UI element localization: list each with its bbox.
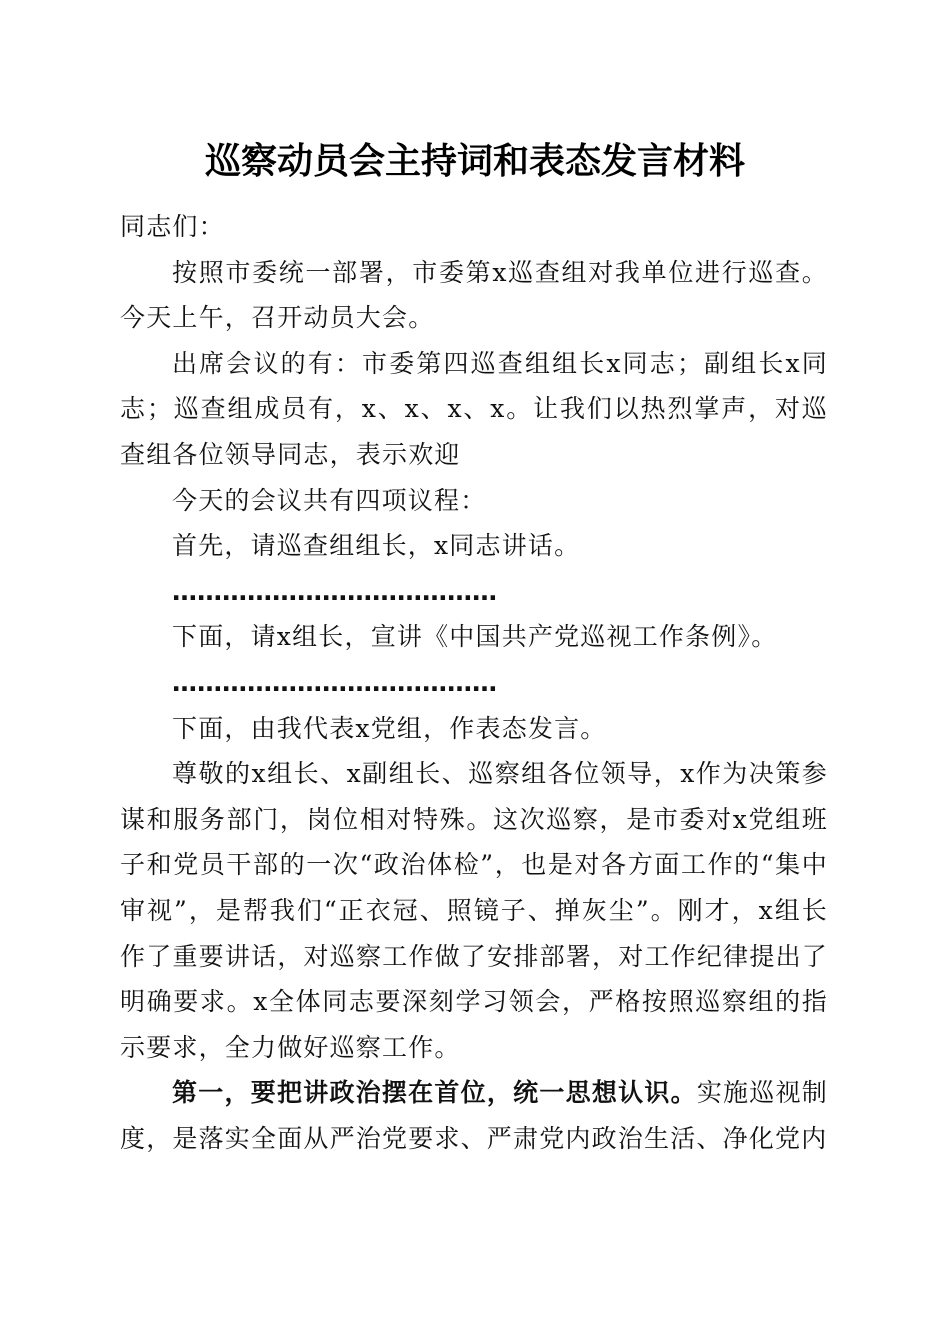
salutation: 同志们： [120,212,225,241]
paragraph-third-item: 下面，由我代表x党组，作表态发言。 [172,713,607,743]
paragraph-first-item: 首先，请巡查组组长，x同志讲话。 [172,531,581,561]
paragraph-statement: 尊敬的x组长、x副组长、巡察组各位领导，x作为决策参谋和服务部门，岗位相对特殊。这次巡察，是市委对x党组班子和党员干部的一次“政治体检”，也是对各方面工作的“集中审视”，是帮我们“正衣冠、照镜子、掸灰尘”。刚才，x组长作了重要讲话，对巡察工作做了安排部署，对工作纪律提出了明确要求。x全体同志要深刻学习领会，严格按照巡察组的指示要求，全力做好巡察工作。 [120,759,828,1062]
first-point-text: 实施巡视制度，是落实全面从严治党要求、严肃党内政治生活、净化党内 [120,1078,828,1153]
first-point-heading: 第一，要把讲政治摆在首位，统一思想认识。 [172,1078,697,1108]
document-body [120,204,828,1161]
document-title: 巡察动员会主持词和表态发言材料 [204,140,745,182]
paragraph-first-point [120,1070,828,1161]
paragraph-attendees: 出席会议的有：市委第四巡查组组长x同志；副组长x同志；巡查组成员有，x、x、x、x。让我们以热烈掌声，对巡查组各位领导同志，表示欢迎 [120,348,828,469]
ellipsis-divider: ………………………………… [172,667,497,697]
paragraph-second-item: 下面，请x组长，宣讲《中国共产党巡视工作条例》。 [172,622,778,652]
paragraph-agenda: 今天的会议共有四项议程： [172,485,487,515]
paragraph-arrangement: 按照市委统一部署，市委第x巡查组对我单位进行巡查。今天上午，召开动员大会。 [120,257,828,333]
ellipsis-divider: ………………………………… [172,576,497,606]
